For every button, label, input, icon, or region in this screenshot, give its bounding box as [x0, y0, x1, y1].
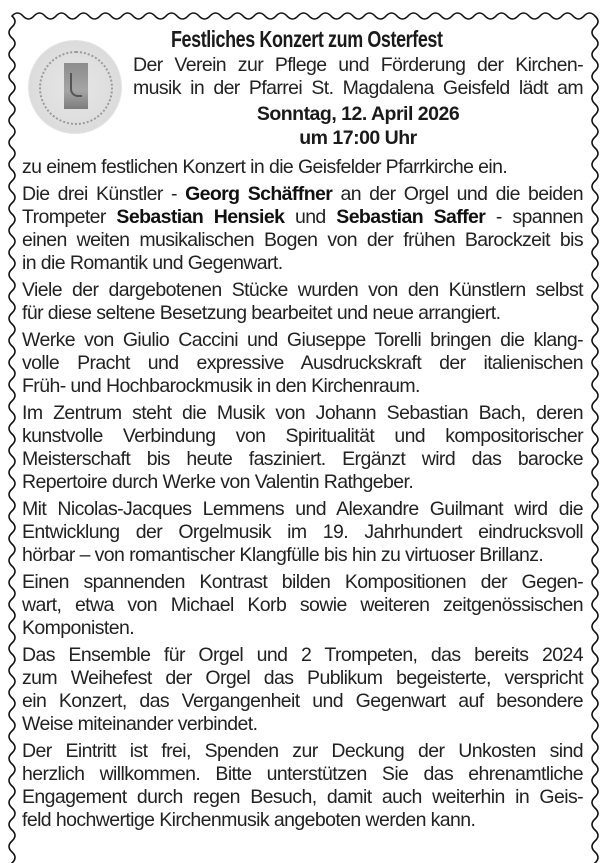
text-run: an der Orgel und die beiden	[332, 183, 583, 205]
text-line: kunstvolle Verbindung von Spiritualität und kompositorischer	[22, 425, 583, 447]
paragraph-arrangements	[22, 279, 583, 325]
text-run: und	[284, 206, 337, 228]
text-line: Mit Nicolas-Jacques Lemmens und Alexandre Guilmant wird die	[22, 498, 583, 520]
organ-pipe-icon	[64, 63, 88, 109]
text-line: Komponisten.	[22, 617, 135, 639]
text-line: Viele der dargebotenen Stücke wurden von den Künstlern selbst	[22, 279, 583, 301]
event-date: Sonntag, 12. April 2026	[256, 103, 460, 125]
text-line	[22, 183, 583, 206]
event-time: um 17:00 Uhr	[299, 127, 417, 149]
announcement-header	[22, 26, 583, 156]
text-line: Entwicklung der Orgelmusik im 19. Jahrhundert eindrucksvoll	[22, 521, 583, 543]
paragraph-contemporary	[22, 571, 583, 640]
paragraph-ensemble	[22, 644, 583, 736]
paragraph-invitation	[22, 156, 583, 179]
intro-line: musik in der Pfarrei St. Magdalena Geisfeld lädt am	[133, 77, 583, 99]
paragraph-artists	[22, 183, 583, 275]
text-line: Engagement durch regen Besuch, damit auch weiterhin in Geis-	[22, 786, 583, 808]
text-line: zu einem festlichen Konzert in die Geisfelder Pfarrkirche ein.	[22, 156, 508, 178]
text-line: herzlich willkommen. Bitte unterstützen Sie das ehrenamtliche	[22, 763, 583, 785]
text-line: hörbar – von romantischer Klangfülle bis hin zu virtuoser Brillanz.	[22, 544, 544, 566]
text-line: feld hochwertige Kirchenmusik angeboten werden kann.	[22, 809, 476, 831]
association-seal-logo	[28, 40, 122, 134]
intro-text	[133, 54, 583, 100]
text-line: zum Weihefest der Orgel das Publikum begeisterte, verspricht	[22, 667, 583, 689]
text-run: Trompeter	[22, 206, 117, 228]
artist-name-trumpet-2: Sebastian Saffer	[336, 206, 486, 228]
text-line: Der Eintritt ist frei, Spenden zur Deckung der Unkosten sind	[22, 740, 583, 762]
text-run: - spannen	[485, 206, 583, 228]
text-line: Repertoire durch Werke von Valentin Rathgeber.	[22, 471, 414, 493]
text-line: wart, etwa von Michael Korb sowie weiteren zeitgenössischen	[22, 594, 583, 616]
text-line	[22, 206, 583, 229]
text-line: ein Konzert, das Vergangenheit und Gegenwart auf besondere	[22, 690, 583, 712]
artist-name-organ: Georg Schäffner	[185, 183, 333, 205]
text-line: Einen spannenden Kontrast bilden Kompositionen der Gegen-	[22, 571, 583, 593]
text-line: Meisterschaft bis heute fasziniert. Ergänzt wird das barocke	[22, 448, 583, 470]
text-line: Das Ensemble für Orgel und 2 Trompeten, das bereits 2024	[22, 644, 583, 666]
paragraph-bach	[22, 402, 583, 494]
text-line: volle Pracht und expressive Ausdruckskraft der italienischen	[22, 352, 583, 374]
paragraph-italian-baroque	[22, 329, 583, 398]
text-line: Werke von Giulio Caccini und Giuseppe Torelli bringen die klang-	[22, 329, 583, 351]
announcement-title: Festliches Konzert zum Osterfest	[170, 26, 443, 52]
text-run: Die drei Künstler -	[22, 183, 186, 205]
text-line: Früh- und Hochbarockmusik in den Kirchenraum.	[22, 375, 420, 397]
text-line: Weise miteinander verbindet.	[22, 713, 258, 735]
paragraph-romantic	[22, 498, 583, 567]
intro-line: Der Verein zur Pflege und Förderung der Kirchen-	[133, 54, 583, 76]
text-line: Im Zentrum steht die Musik von Johann Sebastian Bach, deren	[22, 402, 583, 424]
concert-announcement	[22, 26, 583, 836]
artist-name-trumpet-1: Sebastian Hensiek	[116, 206, 285, 228]
paragraph-admission	[22, 740, 583, 832]
text-line: in die Romantik und Gegenwart.	[22, 252, 283, 274]
event-datetime	[133, 102, 583, 150]
text-line: einen weiten musikalischen Bogen von der frühen Barockzeit bis	[22, 229, 583, 251]
text-line: für diese seltene Besetzung bearbeitet und neue arrangiert.	[22, 302, 501, 324]
